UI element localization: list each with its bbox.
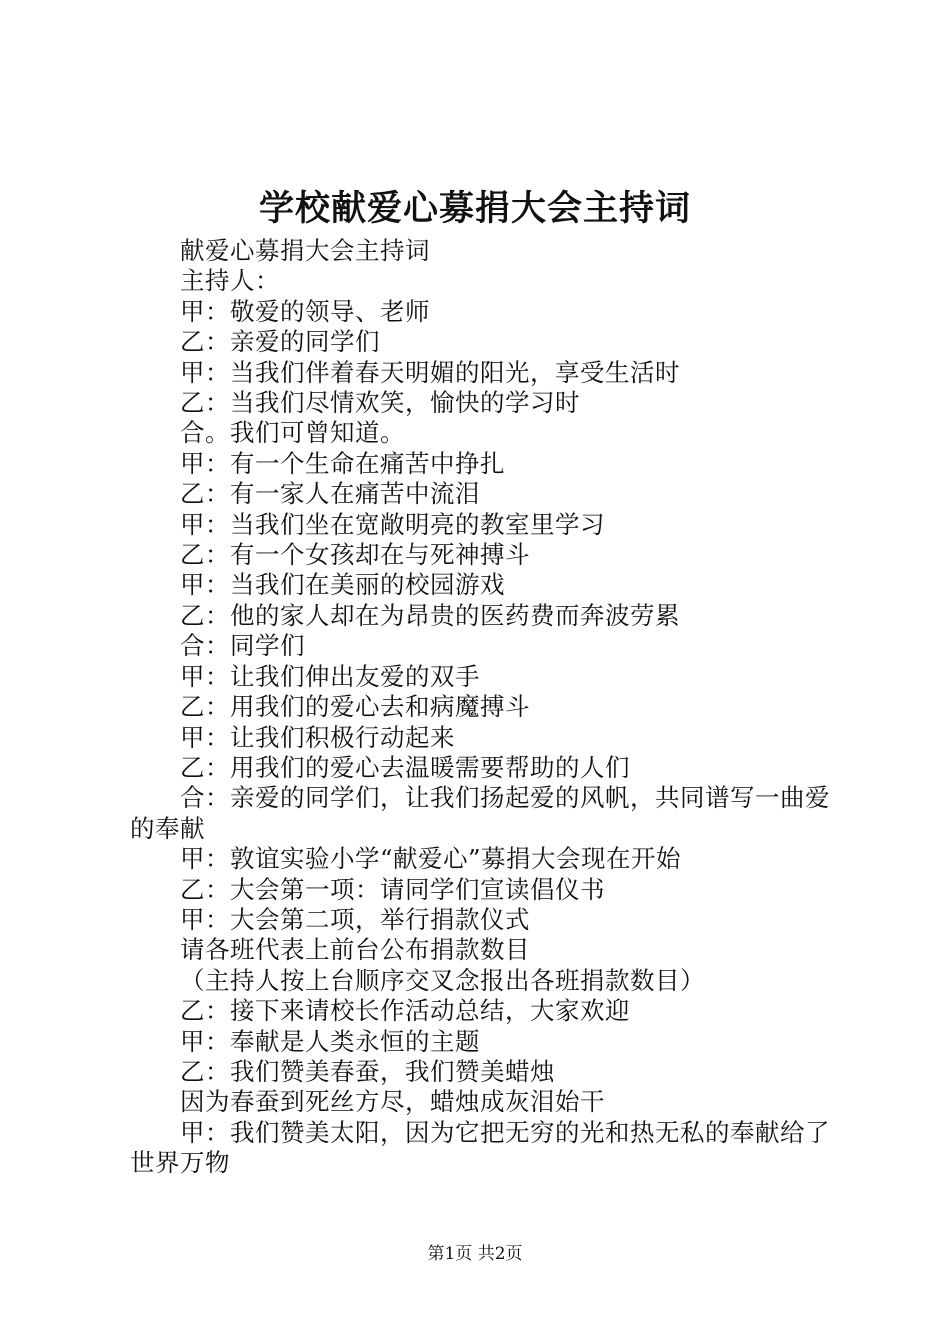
paragraph: 甲：奉献是人类永恒的主题 [180,1026,480,1056]
paragraph: （主持人按上台顺序交叉念报出各班捐款数目） [180,965,705,995]
paragraph: 乙：当我们尽情欢笑，愉快的学习时 [180,388,580,418]
document-body [130,236,830,1179]
paragraph: 乙：用我们的爱心去和病魔搏斗 [180,692,530,722]
paragraph: 乙：我们赞美春蚕，我们赞美蜡烛 [180,1056,555,1086]
paragraph: 因为春蚕到死丝方尽，蜡烛成灰泪始干 [180,1087,605,1117]
paragraph: 乙：用我们的爱心去温暖需要帮助的人们 [180,752,630,782]
paragraph: 甲：让我们伸出友爱的双手 [180,661,480,691]
paragraph: 合：同学们 [180,631,305,661]
paragraph: 乙：有一个女孩却在与死神搏斗 [180,540,530,570]
paragraph: 甲：当我们伴着春天明媚的阳光，享受生活时 [180,357,680,387]
paragraph: 主持人： [180,266,280,296]
paragraph: 甲：当我们在美丽的校园游戏 [180,570,505,600]
paragraph: 乙：他的家人却在为昂贵的医药费而奔波劳累 [180,600,680,630]
paragraph: 甲：大会第二项，举行捐款仪式 [180,904,530,934]
paragraph: 合：亲爱的同学们，让我们扬起爱的风帆，共同谱写一曲爱的奉献 [130,783,830,843]
paragraph: 甲：有一个生命在痛苦中挣扎 [180,448,505,478]
paragraph: 合。我们可曾知道。 [180,418,405,448]
paragraph: 乙：亲爱的同学们 [180,327,380,357]
paragraph: 请各班代表上前台公布捐款数目 [180,935,530,965]
paragraph: 甲：让我们积极行动起来 [180,722,455,752]
paragraph: 甲：敦谊实验小学“献爱心”募捐大会现在开始 [180,844,682,874]
paragraph: 乙：有一家人在痛苦中流泪 [180,479,480,509]
paragraph: 乙：大会第一项：请同学们宣读倡仪书 [180,874,605,904]
paragraph: 献爱心募捐大会主持词 [180,236,430,265]
paragraph: 甲：敬爱的领导、老师 [180,296,430,326]
document-title: 学校献爱心募捐大会主持词 [258,188,691,229]
page-number-footer: 第1页 共2页 [427,1244,523,1264]
paragraph: 乙：接下来请校长作活动总结，大家欢迎 [180,996,630,1026]
paragraph: 甲：当我们坐在宽敞明亮的教室里学习 [180,509,605,539]
paragraph: 甲：我们赞美太阳，因为它把无穷的光和热无私的奉献给了世界万物 [130,1117,830,1178]
